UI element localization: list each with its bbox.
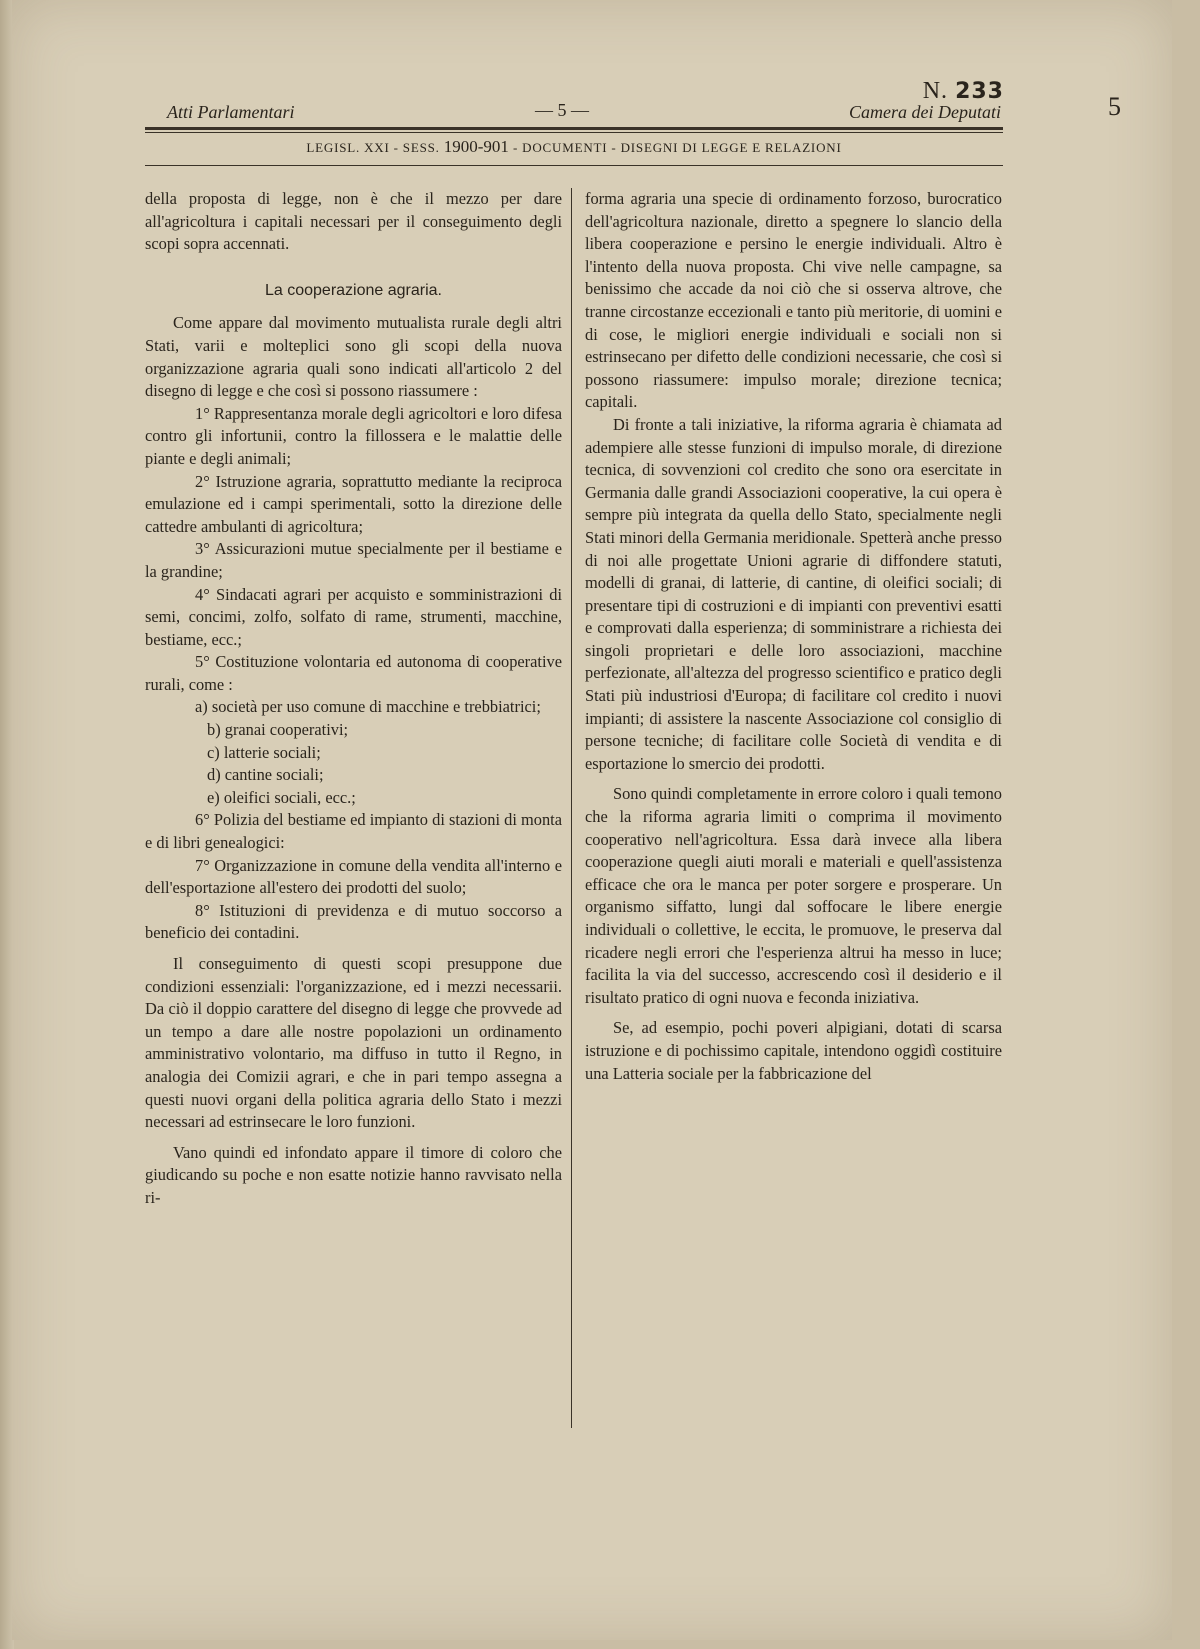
header-rule-thick <box>145 127 1003 130</box>
right-column <box>585 188 1002 1085</box>
subheader-year: 1900-901 <box>443 137 509 156</box>
left-column <box>145 188 562 1210</box>
header-rule-thin <box>145 132 1003 133</box>
subheader-documents: - DOCUMENTI - DISEGNI DI LEGGE E RELAZIONI <box>513 140 842 155</box>
paragraph: Il conseguimento di questi scopi presuppone due condizioni essenziali: l'organizzazione, ed i mezzi necessarii. Da ciò il doppio carattere del disegno di legge che provvede ad un tempo a dare alle nostre popolazioni un ordinamento amministrativo volontario, ma diffuso in tutto il Regno, in analogia dei Comizii agrari, e che in pari tempo assegna a questi nuovi organi della politica agraria dello Stato i mezzi necessari ad estrinsecare le loro funzioni. <box>145 954 562 1132</box>
sub-list-item: b) granai cooperativi; <box>207 720 349 740</box>
section-heading: La cooperazione agraria. <box>264 281 442 299</box>
paragraph: Di fronte a tali iniziative, la riforma agraria è chiamata ad adempiere alle stesse funzioni di impulso morale, di direzione tecnica, di sovvenzioni col credito che sono ora esercitate in Germania dalle grandi Associazioni cooperative, la cui opera è sempre più integrata da quella dello Stato, specialmente negli Stati minori della Germania meridionale. Spetterà anche presso di noi alle progettate Unioni agrarie di diffondere statuti, modelli di granai, di latterie, di cantine, di oleifici sociali; di presentare tipi di costruzioni e di impianti con preventivi esatti e comprovati dalla esperienza; di somministrare a richiesta dei singoli proprietari e delle loro associazioni, macchine perfezionate, all'altezza del progresso scientifico e pratico degli Stati più industriosi d'Europa; di facilitare col credito i nuovi impianti; di assistere la nascente Associazione col consiglio di persone tecniche; di facilitare colle Società di vendita e di esportazione lo smercio dei prodotti. <box>585 414 1002 773</box>
list-item: 1° Rappresentanza morale degli agricoltori e loro difesa contro gli infortunii, contro la fillossera e le malattie delle piante e degli animali; <box>145 403 562 468</box>
header-right: Camera dei Deputati <box>849 102 1001 122</box>
subheader <box>145 137 1003 157</box>
sub-list-item: c) latterie sociali; <box>207 742 321 762</box>
subheader-rule <box>145 165 1003 166</box>
outer-page-number: 5 <box>1108 92 1121 121</box>
paragraph: Se, ad esempio, pochi poveri alpigiani, dotati di scarsa istruzione e di pochissimo capitale, intendono oggidì costituire una Latteria sociale per la fabbricazione del <box>585 1018 1002 1083</box>
sub-list-item: d) cantine sociali; <box>207 765 324 785</box>
paragraph: Vano quindi ed infondato appare il timore di coloro che giudicando su poche e non esatte notizie hanno ravvisato nella ri- <box>145 1142 562 1207</box>
header-left: Atti Parlamentari <box>167 102 295 122</box>
subheader-session: LEGISL. XXI - SESS. <box>306 140 440 155</box>
list-item: 5° Costituzione volontaria ed autonoma di cooperative rurali, come : <box>145 652 562 694</box>
list-item: 8° Istituzioni di previdenza e di mutuo soccorso a beneficio dei contadini. <box>145 900 562 943</box>
list-item: 7° Organizzazione in comune della vendita all'interno e dell'esportazione all'estero dei prodotti del suolo; <box>145 855 562 898</box>
list-item: 3° Assicurazioni mutue specialmente per il bestiame e la grandine; <box>145 539 562 581</box>
list-item: 6° Polizia del bestiame ed impianto di stazioni di monta e di libri genealogici: <box>145 810 562 853</box>
paragraph: della proposta di legge, non è che il mezzo per dare all'agricoltura i capitali necessari per il conseguimento degli scopi sopra accennati. <box>145 189 562 254</box>
sub-list-item: e) oleifici sociali, ecc.; <box>207 787 356 807</box>
document-number-prefix: N. <box>922 78 949 104</box>
list-item: 4° Sindacati agrari per acquisto e somministrazioni di semi, concimi, zolfo, solfato di rame, strumenti, macchine, bestiame, ecc.; <box>145 584 562 649</box>
list-item: 2° Istruzione agraria, soprattutto mediante la reciproca emulazione ed i campi sperimentali, sotto la direzione delle cattedre ambulanti di agricoltura; <box>145 471 562 536</box>
document-number-value: 233 <box>955 79 1004 104</box>
paragraph: Sono quindi completamente in errore coloro i quali temono che la riforma agraria limiti o comprima il movimento cooperativo nell'agricoltura. Essa darà invece alla libera cooperazione quegli aiuti morali e materiali e quell'assistenza efficace che ora le manca per poter sorgere e prosperare. Un organismo siffatto, lungi dal soffocare le libere energie individuali o collettive, le eccita, le promuove, le preserva dal ricadere negli errori che l'esperienza altrui ha messo in luce; facilita la via del successo, accrescendo così il desiderio e il risultato pratico di ogni nuova e feconda iniziativa. <box>585 784 1002 1007</box>
sub-list-item: a) società per uso comune di macchine e trebbiatrici; <box>195 697 541 717</box>
paragraph: forma agraria una specie di ordinamento forzoso, burocratico dell'agricoltura nazionale, diretto a spegnere lo slancio della libera cooperazione e persino le energie individuali. Altro è l'intento della nuova proposta. Chi vive nelle campagne, sa benissimo che accade da noi ciò che si osserva altrove, che tranne circostanze eccezionali e tanto più meritorie, di uomini e di cose, le migliori energie individuali e sociali non si estrinsecano per difetto delle condizioni necessarie, che così si possono riassumere: impulso morale; direzione tecnica; capitali. <box>585 189 1002 412</box>
paragraph: Come appare dal movimento mutualista rurale degli altri Stati, varii e molteplici sono gli scopi della nuova organizzazione agraria quali sono indicati all'articolo 2 del disegno di legge e che così si possono riassumere : <box>145 313 562 401</box>
running-header <box>145 100 1003 126</box>
header-page-number: — 5 — <box>535 100 589 120</box>
column-divider <box>571 188 572 1428</box>
